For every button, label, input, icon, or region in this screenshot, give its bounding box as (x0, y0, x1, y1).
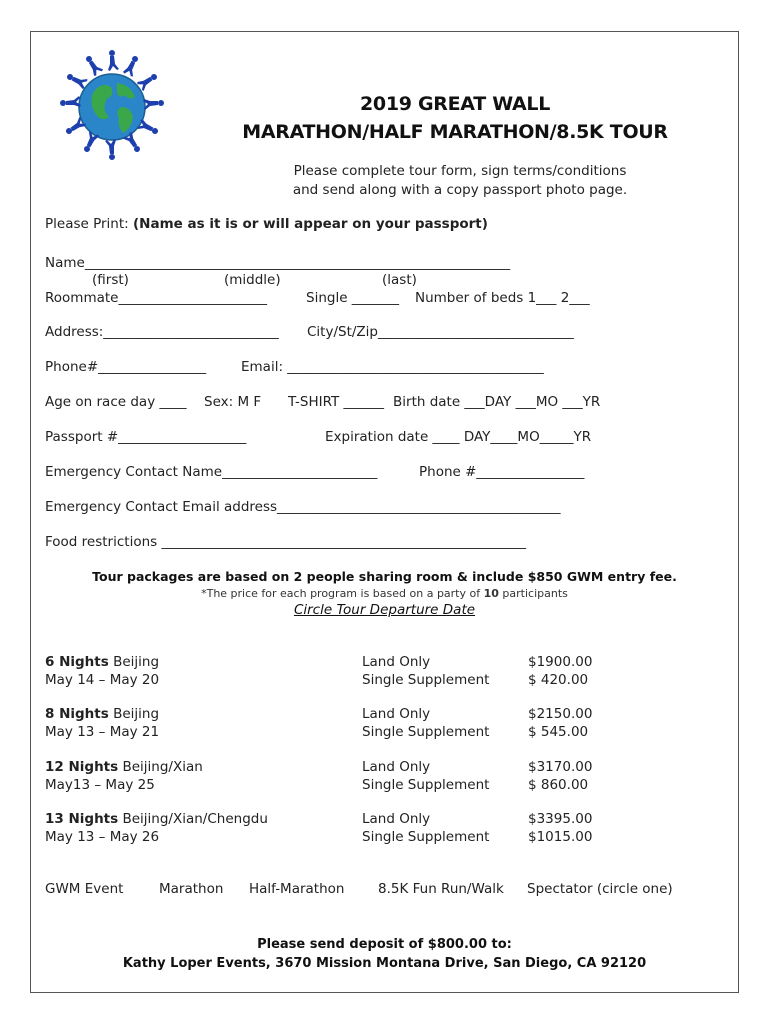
mailing-address: Kathy Loper Events, 3670 Mission Montana Drive, San Diego, CA 92120 (122, 956, 647, 971)
event-option-spectator[interactable]: Spectator (circle one) (527, 881, 673, 897)
package-2-price-single: $ 545.00 (528, 724, 589, 740)
package-2-price-land: $2150.00 (528, 706, 593, 722)
title-line-2: MARATHON/HALF MARATHON/8.5K TOUR (242, 121, 668, 143)
package-1-dates[interactable]: May 14 – May 20 (45, 672, 160, 688)
package-1-price-single: $ 420.00 (528, 672, 589, 688)
emergency-email-field[interactable]: Emergency Contact Email address__________________________________________ (45, 499, 561, 515)
sex-field[interactable]: Sex: M F (204, 394, 262, 410)
package-2-name[interactable] (45, 706, 159, 722)
passport-field[interactable]: Passport #___________________ (45, 429, 247, 445)
phone-field[interactable]: Phone#________________ (45, 359, 207, 375)
package-2-dates[interactable]: May 13 – May 21 (45, 724, 160, 740)
package-1-city: Beijing (108, 654, 160, 670)
city-field[interactable]: City/St/Zip_____________________________ (307, 324, 574, 340)
package-3-nights: 12 Nights (45, 759, 119, 775)
package-2-city: Beijing (108, 706, 160, 722)
food-restrictions-field[interactable]: Food restrictions ______________________________________________________ (45, 534, 526, 550)
package-2-nights: 8 Nights (45, 706, 109, 722)
name-last-caption: (last) (382, 272, 417, 288)
package-3-city: Beijing/Xian (118, 759, 203, 775)
packages-heading: Tour packages are based on 2 people sharing room & include $850 GWM entry fee. (92, 569, 677, 584)
birth-date-field[interactable]: Birth date ___DAY ___MO ___YR (393, 394, 601, 410)
package-3-name[interactable] (45, 759, 203, 775)
print-label: Please Print: (45, 216, 133, 232)
deposit-instruction: Please send deposit of $800.00 to: (257, 937, 512, 952)
package-1-option-single: Single Supplement (362, 672, 490, 688)
name-field[interactable]: Name_______________________________________________________________ (45, 255, 511, 271)
package-3-option-single: Single Supplement (362, 777, 490, 793)
circle-departure-date: Circle Tour Departure Date (293, 602, 476, 618)
beds-field[interactable]: Number of beds 1___ 2___ (415, 290, 590, 306)
package-4-dates[interactable]: May 13 – May 26 (45, 829, 160, 845)
single-field[interactable]: Single _______ (306, 290, 400, 306)
package-4-option-land: Land Only (362, 811, 431, 827)
emergency-phone-field[interactable]: Phone #________________ (419, 464, 585, 480)
package-2-option-single: Single Supplement (362, 724, 490, 740)
packages-note (30, 587, 739, 600)
age-field[interactable]: Age on race day ____ (45, 394, 187, 410)
event-option-fun-run[interactable]: 8.5K Fun Run/Walk (378, 881, 504, 897)
package-4-nights: 13 Nights (45, 811, 119, 827)
title-line-1: 2019 GREAT WALL (359, 93, 551, 115)
package-4-name[interactable] (45, 811, 268, 827)
package-3-option-land: Land Only (362, 759, 431, 775)
package-1-nights: 6 Nights (45, 654, 109, 670)
expiration-field[interactable]: Expiration date ____ DAY____MO_____YR (325, 429, 592, 445)
package-3-price-land: $3170.00 (528, 759, 593, 775)
print-instruction (45, 216, 488, 232)
package-1-option-land: Land Only (362, 654, 431, 670)
subtitle-line-2: and send along with a copy passport photo page. (292, 182, 628, 198)
package-4-price-land: $3395.00 (528, 811, 593, 827)
event-option-half-marathon[interactable]: Half-Marathon (249, 881, 345, 897)
roommate-field[interactable]: Roommate______________________ (45, 290, 267, 306)
package-3-dates[interactable]: May13 – May 25 (45, 777, 155, 793)
print-note: (Name as it is or will appear on your passport) (133, 216, 488, 232)
address-field[interactable]: Address:__________________________ (45, 324, 279, 340)
emergency-name-field[interactable]: Emergency Contact Name_______________________ (45, 464, 378, 480)
package-4-city: Beijing/Xian/Chengdu (118, 811, 268, 827)
event-option-marathon[interactable]: Marathon (159, 881, 224, 897)
note-suffix: participants (498, 587, 568, 600)
note-count: 10 (483, 587, 499, 600)
package-4-price-single: $1015.00 (528, 829, 593, 845)
event-label: GWM Event (45, 881, 124, 897)
package-2-option-land: Land Only (362, 706, 431, 722)
package-1-name[interactable] (45, 654, 159, 670)
package-3-price-single: $ 860.00 (528, 777, 589, 793)
subtitle-line-1: Please complete tour form, sign terms/conditions (293, 163, 627, 179)
package-4-option-single: Single Supplement (362, 829, 490, 845)
name-first-caption: (first) (92, 272, 129, 288)
note-prefix: *The price for each program is based on a party of (201, 587, 484, 600)
tshirt-field[interactable]: T-SHIRT ______ (288, 394, 385, 410)
email-field[interactable]: Email: ______________________________________ (241, 359, 544, 375)
package-1-price-land: $1900.00 (528, 654, 593, 670)
name-middle-caption: (middle) (224, 272, 281, 288)
